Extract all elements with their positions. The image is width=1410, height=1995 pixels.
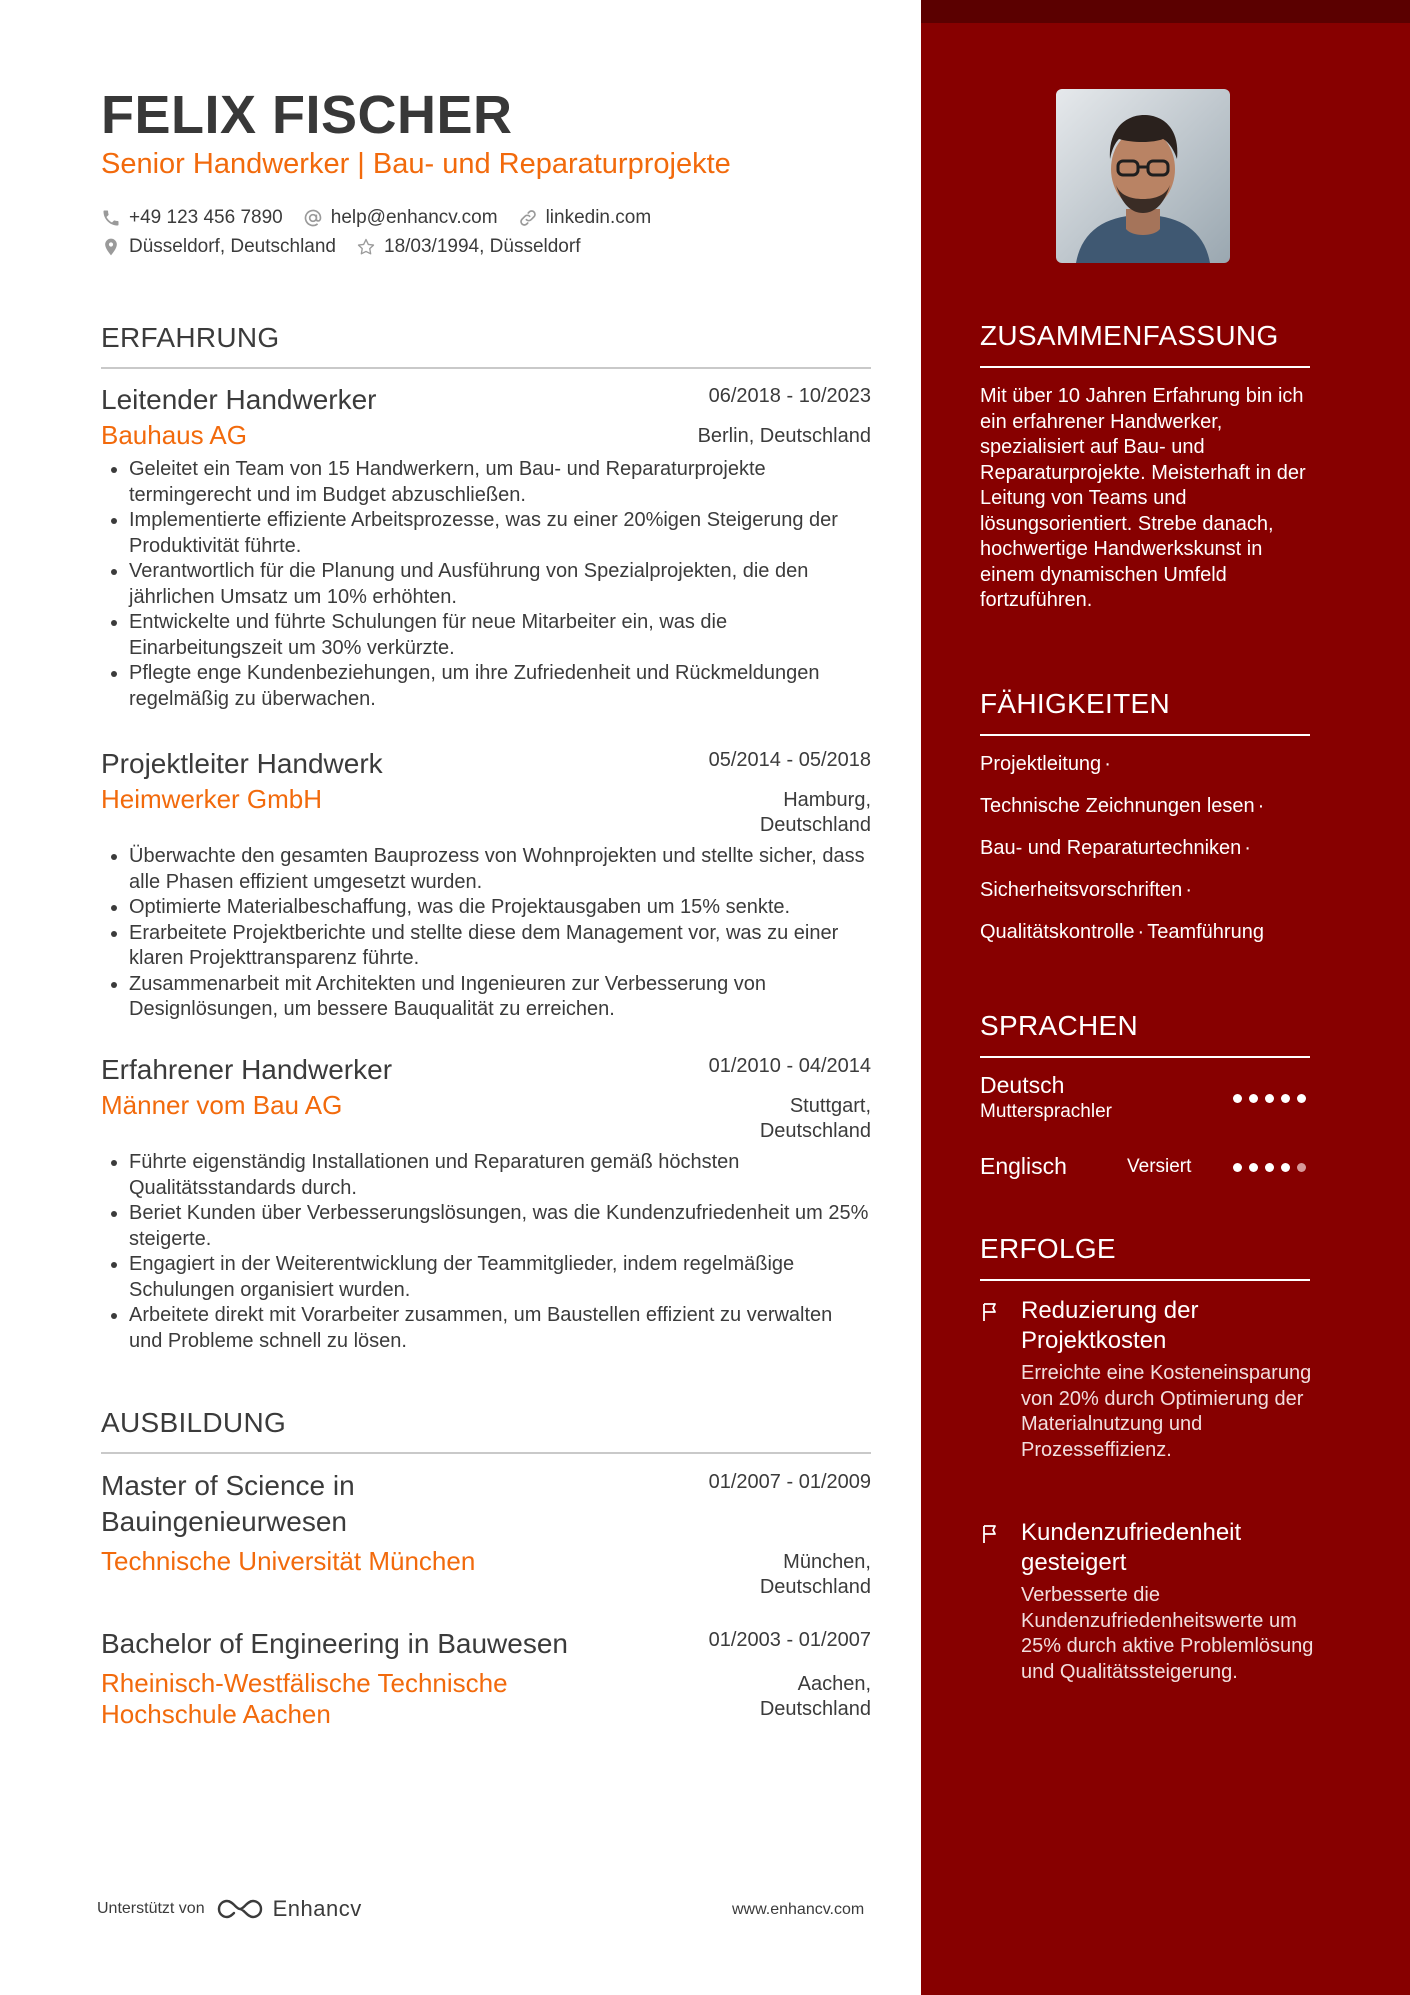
rating-dot-filled <box>1281 1094 1290 1103</box>
profile-photo <box>1056 89 1230 263</box>
job-dates: 01/2010 - 04/2014 <box>708 1055 871 1077</box>
skill-separator: · <box>1244 837 1251 859</box>
education-degree: Bachelor of Engineering in Bauwesen <box>101 1628 568 1659</box>
skills-divider <box>980 734 1310 736</box>
skill-separator: · <box>1137 921 1145 943</box>
experience-entry <box>101 382 871 712</box>
flag-icon <box>980 1300 1004 1324</box>
job-bullet: • Geleitet ein Team von 15 Handwerkern, um Bau- und Reparaturprojekte termingerecht und im Budget abzuschließen. <box>129 457 871 508</box>
skill-item: Teamführung <box>1147 921 1264 943</box>
education-section-title: AUSBILDUNG <box>101 1407 287 1438</box>
education-dates: 01/2007 - 01/2009 <box>708 1471 871 1493</box>
experience-divider <box>101 367 871 369</box>
job-bullets <box>101 844 871 1023</box>
skill-item: Technische Zeichnungen lesen <box>980 795 1255 817</box>
rating-dot-filled <box>1249 1163 1258 1172</box>
education-location <box>760 1672 871 1722</box>
job-company: Heimwerker GmbH <box>101 784 323 814</box>
job-dates: 05/2014 - 05/2018 <box>708 749 871 771</box>
job-location-country: Deutschland <box>759 814 871 836</box>
linkedin-text: linkedin.com <box>545 206 652 228</box>
summary-section-title: ZUSAMMENFASSUNG <box>980 320 1279 351</box>
flag-icon <box>980 1522 1004 1546</box>
achievements-divider <box>980 1279 1310 1281</box>
achievements-section-title: ERFOLGE <box>980 1233 1116 1264</box>
powered-by-text: Unterstützt von <box>97 1900 205 1917</box>
job-bullet: • Erarbeitete Projektberichte und stellte diese dem Management vor, was zu einer klaren Projekttransparenz führte. <box>129 921 871 972</box>
job-location: Berlin, Deutschland <box>697 425 871 447</box>
enhancv-logo-icon <box>215 1897 265 1921</box>
skills-list <box>980 751 1320 961</box>
job-bullet: • Beriet Kunden über Verbesserungslösungen, was die Kundenzufriedenheit um 25% steigerte. <box>129 1201 871 1252</box>
sidebar-top-band <box>921 0 1410 23</box>
job-location-city: Stuttgart, <box>789 1095 871 1117</box>
language-level: Muttersprachler <box>980 1101 1112 1122</box>
education-location-country: Deutschland <box>759 1576 871 1598</box>
job-role: Projektleiter Handwerk <box>101 748 383 779</box>
job-role: Leitender Handwerker <box>101 384 377 415</box>
job-bullet: • Optimierte Materialbeschaffung, was die Projektausgaben um 15% senkte. <box>129 895 871 921</box>
email-text: help@enhancv.com <box>330 206 498 228</box>
education-degree <box>101 1468 355 1540</box>
education-location-country: Deutschland <box>759 1698 871 1720</box>
job-location-country: Deutschland <box>759 1120 871 1142</box>
education-divider <box>101 1452 871 1454</box>
job-bullet: • Zusammenarbeit mit Architekten und Ingenieuren zur Verbesserung von Designlösungen, um bessere Bauqualität zu erreichen. <box>129 972 871 1023</box>
phone-text: +49 123 456 7890 <box>129 206 283 228</box>
achievement-title: Reduzierung der Projektkosten <box>1021 1297 1199 1354</box>
skill-separator: · <box>1185 879 1192 901</box>
education-dates: 01/2003 - 01/2007 <box>708 1629 871 1651</box>
location-pin-icon <box>101 237 121 257</box>
job-bullet: • Führte eigenständig Installationen und Reparaturen gemäß höchsten Qualitätsstandards durch. <box>129 1150 871 1201</box>
job-location <box>760 788 871 838</box>
summary-divider <box>980 366 1310 368</box>
contact-phone[interactable] <box>101 207 283 229</box>
phone-icon <box>101 208 121 228</box>
skill-item: Projektleitung <box>980 753 1102 775</box>
rating-dot-empty <box>1297 1163 1306 1172</box>
location-text: Düsseldorf, Deutschland <box>129 235 336 257</box>
skill-item: Qualitätskontrolle <box>980 921 1135 943</box>
job-bullet: • Pflegte enge Kundenbeziehungen, um ihre Zufriedenheit und Rückmeldungen regelmäßig zu überwachen. <box>129 661 871 712</box>
experience-entry <box>101 1052 871 1354</box>
contact-location <box>101 236 336 258</box>
achievement-description: Erreichte eine Kosteneinsparung von 20% durch Optimierung der Materialnutzung und Prozesseffizienz. <box>1021 1362 1312 1461</box>
rating-dot-filled <box>1233 1163 1242 1172</box>
at-icon <box>303 208 323 228</box>
language-name: Englisch <box>980 1153 1067 1179</box>
education-location-city: München, <box>783 1551 871 1573</box>
job-bullet: • Entwickelte und führte Schulungen für neue Mitarbeiter ein, was die Einarbeitungszeit um 30% verkürzte. <box>129 610 871 661</box>
education-entry <box>101 1626 871 1730</box>
footer-url[interactable]: www.enhancv.com <box>732 1901 865 1918</box>
achievement-description: Verbesserte die Kundenzufriedenheitswerte um 25% durch aktive Problemlösung und Qualitätssteigerung. <box>1021 1584 1314 1683</box>
language-entry <box>980 1072 1310 1128</box>
job-location <box>760 1094 871 1144</box>
rating-dot-filled <box>1233 1094 1242 1103</box>
summary-text: Mit über 10 Jahren Erfahrung bin ich ein erfahrener Handwerker, spezialisiert auf Bau- und Reparaturprojekte. Meisterhaft in der Leitung von Teams und lösungsorientiert. Strebe danach, hochwertige Handwerkskunst in einem dynamischen Umfeld fortzuführen. <box>980 385 1306 611</box>
education-location-city: Aachen, <box>797 1673 871 1695</box>
job-bullet: • Engagiert in der Weiterentwicklung der Teammitglieder, indem regelmäßige Schulungen organisiert wurden. <box>129 1252 871 1303</box>
language-level: Versiert <box>1127 1156 1192 1177</box>
skills-section-title: FÄHIGKEITEN <box>980 688 1170 719</box>
skill-separator: · <box>1104 753 1111 775</box>
job-company: Bauhaus AG <box>101 420 247 450</box>
skill-item: Sicherheitsvorschriften <box>980 879 1183 901</box>
contact-info <box>101 203 701 261</box>
job-dates: 06/2018 - 10/2023 <box>708 385 871 407</box>
rating-dot-filled <box>1297 1094 1306 1103</box>
birth-text: 18/03/1994, Düsseldorf <box>384 235 581 257</box>
experience-entry <box>101 746 871 1023</box>
job-bullets <box>101 1150 871 1354</box>
job-bullet: • Überwachte den gesamten Bauprozess von Wohnprojekten und stellte sicher, dass alle Phasen effizient umgesetzt wurden. <box>129 844 871 895</box>
language-rating <box>1226 1163 1306 1172</box>
education-school <box>101 1668 508 1730</box>
link-icon <box>518 208 538 228</box>
contact-birth <box>356 236 580 258</box>
education-school-line: Hochschule Aachen <box>101 1699 331 1729</box>
language-rating <box>1226 1094 1306 1103</box>
languages-section-title: SPRACHEN <box>980 1010 1138 1041</box>
education-school: Technische Universität München <box>101 1546 476 1576</box>
education-location <box>760 1550 871 1600</box>
sidebar <box>921 0 1410 1995</box>
job-bullet: • Verantwortlich für die Planung und Ausführung von Spezialprojekten, die den jährlichen Umsatz um 10% erhöhten. <box>129 559 871 610</box>
contact-email[interactable] <box>303 207 498 229</box>
education-school-line: Rheinisch-Westfälische Technische <box>101 1668 508 1698</box>
education-entry <box>101 1468 871 1600</box>
job-role: Erfahrener Handwerker <box>101 1054 393 1085</box>
education-degree-line: Master of Science in <box>101 1470 355 1501</box>
rating-dot-filled <box>1265 1163 1274 1172</box>
star-icon <box>356 237 376 257</box>
rating-dot-filled <box>1265 1094 1274 1103</box>
education-degree-line: Bauingenieurwesen <box>101 1506 347 1537</box>
contact-linkedin[interactable] <box>518 207 652 229</box>
rating-dot-filled <box>1249 1094 1258 1103</box>
job-bullets <box>101 457 871 712</box>
rating-dot-filled <box>1281 1163 1290 1172</box>
candidate-headline: Senior Handwerker | Bau- und Reparaturprojekte <box>101 148 731 180</box>
language-name: Deutsch <box>980 1072 1065 1098</box>
footer-powered-by <box>97 1896 362 1922</box>
job-bullet: • Arbeitete direkt mit Vorarbeiter zusammen, um Baustellen effizient zu verwalten und Probleme schnell zu lösen. <box>129 1303 871 1354</box>
job-location-city: Hamburg, <box>783 789 871 811</box>
skill-separator: · <box>1257 795 1265 817</box>
job-bullet: • Implementierte effiziente Arbeitsprozesse, was zu einer 20%igen Steigerung der Produktivität führte. <box>129 508 871 559</box>
skill-item: Bau- und Reparaturtechniken <box>980 837 1242 859</box>
achievement-title: Kundenzufriedenheit gesteigert <box>1021 1519 1242 1576</box>
languages-divider <box>980 1056 1310 1058</box>
enhancv-brand[interactable]: Enhancv <box>272 1896 362 1921</box>
experience-section-title: ERFAHRUNG <box>101 322 280 353</box>
candidate-name: FELIX FISCHER <box>101 85 513 145</box>
job-company: Männer vom Bau AG <box>101 1090 343 1120</box>
language-entry <box>980 1153 1310 1183</box>
